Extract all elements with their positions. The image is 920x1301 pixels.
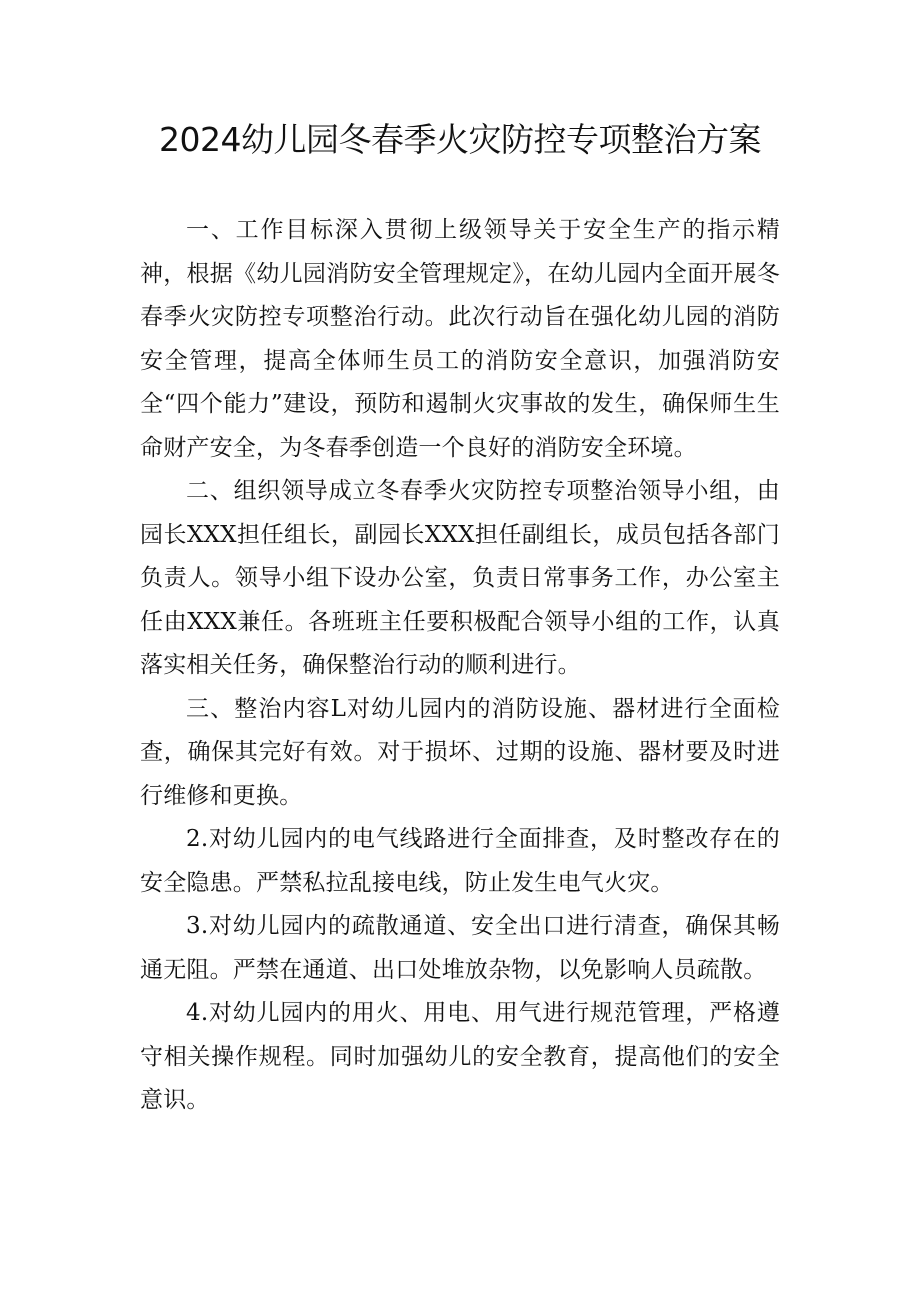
paragraph-content-item-4: 4.对幼儿园内的用火、用电、用气进行规范管理，严格遵守相关操作规程。同时加强幼儿的安全教育，提高他们的安全意识。 (140, 1000, 780, 1113)
paragraph-content-item-2: 2.对幼儿园内的电气线路进行全面排查，及时整改存在的安全隐患。严禁私拉乱接电线，防止发生电气火灾。 (140, 826, 780, 896)
paragraph-content-item-3: 3.对幼儿园内的疏散通道、安全出口进行清查，确保其畅通无阻。严禁在通道、出口处堆放杂物，以免影响人员疏散。 (140, 913, 780, 983)
paragraph-content-item-1: 三、整治内容L对幼儿园内的消防设施、器材进行全面检查，确保其完好有效。对于损坏、过期的设施、器材要及时进行维修和更换。 (140, 695, 780, 809)
document-body (140, 209, 780, 1123)
document-title: 2024幼儿园冬春季火灾防控专项整治方案 (159, 120, 761, 159)
paragraph-work-goal: 一、工作目标深入贯彻上级领导关于安全生产的指示精神，根据《幼儿园消防安全管理规定》，在幼儿园内全面开展冬春季火灾防控专项整治行动。此次行动旨在强化幼儿园的消防安全管理，提高全体师生员工的消防安全意识，加强消防安全“四个能力”建设，预防和遏制火灾事故的发生，确保师生生命财产安全，为冬春季创造一个良好的消防安全环境。 (140, 217, 780, 461)
paragraph-organization: 二、组织领导成立冬春季火灾防控专项整治领导小组，由园长XXX担任组长，副园长XXX担任副组长，成员包括各部门负责人。领导小组下设办公室，负责日常事务工作，办公室主任由XXX兼任。各班班主任要积极配合领导小组的工作，认真落实相关任务，确保整治行动的顺利进行。 (140, 478, 780, 678)
